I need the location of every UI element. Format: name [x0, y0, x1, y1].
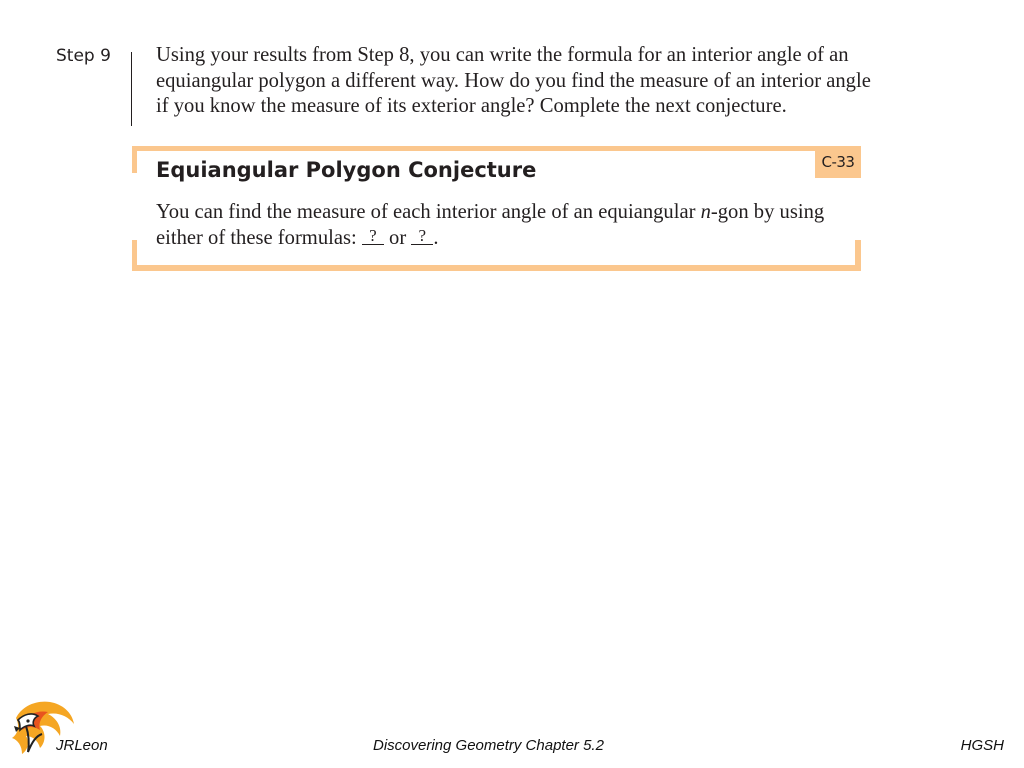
conjecture-variable-n: n: [700, 201, 711, 223]
conjecture-left-tick: [132, 146, 137, 173]
conjecture-bottom-right-tick: [855, 240, 861, 271]
conjecture-bottom-left-tick: [132, 240, 137, 271]
conjecture-number-badge: C-33: [815, 146, 861, 178]
formula-blank-2: ?: [411, 228, 433, 245]
conjecture-title: Equiangular Polygon Conjecture: [156, 158, 537, 182]
conjecture-body: [156, 199, 836, 251]
conjecture-top-border: [132, 146, 861, 151]
conjecture-body-text-2: -gon by using either of these formulas:: [156, 201, 825, 249]
footer-author: JRLeon: [56, 737, 108, 754]
footer-title: Discovering Geometry Chapter 5.2: [373, 737, 604, 754]
conjecture-bottom-border: [132, 265, 861, 271]
step-instructions: Using your results from Step 8, you can write the formula for an interior angle of an equiangular polygon a different way. How do you find the measure of an interior angle if you know the measure of its exterior angle? Complete the next conjecture.: [156, 44, 871, 117]
step-label: Step 9: [56, 46, 111, 66]
formula-blank-1: ?: [362, 228, 384, 245]
conjecture-connector: or: [383, 227, 412, 249]
conjecture-body-text: You can find the measure of each interior angle of an equiangular: [156, 201, 701, 223]
conjecture-period: .: [433, 227, 439, 249]
footer-school: HGSH: [960, 737, 1004, 754]
step-divider: [131, 52, 132, 126]
